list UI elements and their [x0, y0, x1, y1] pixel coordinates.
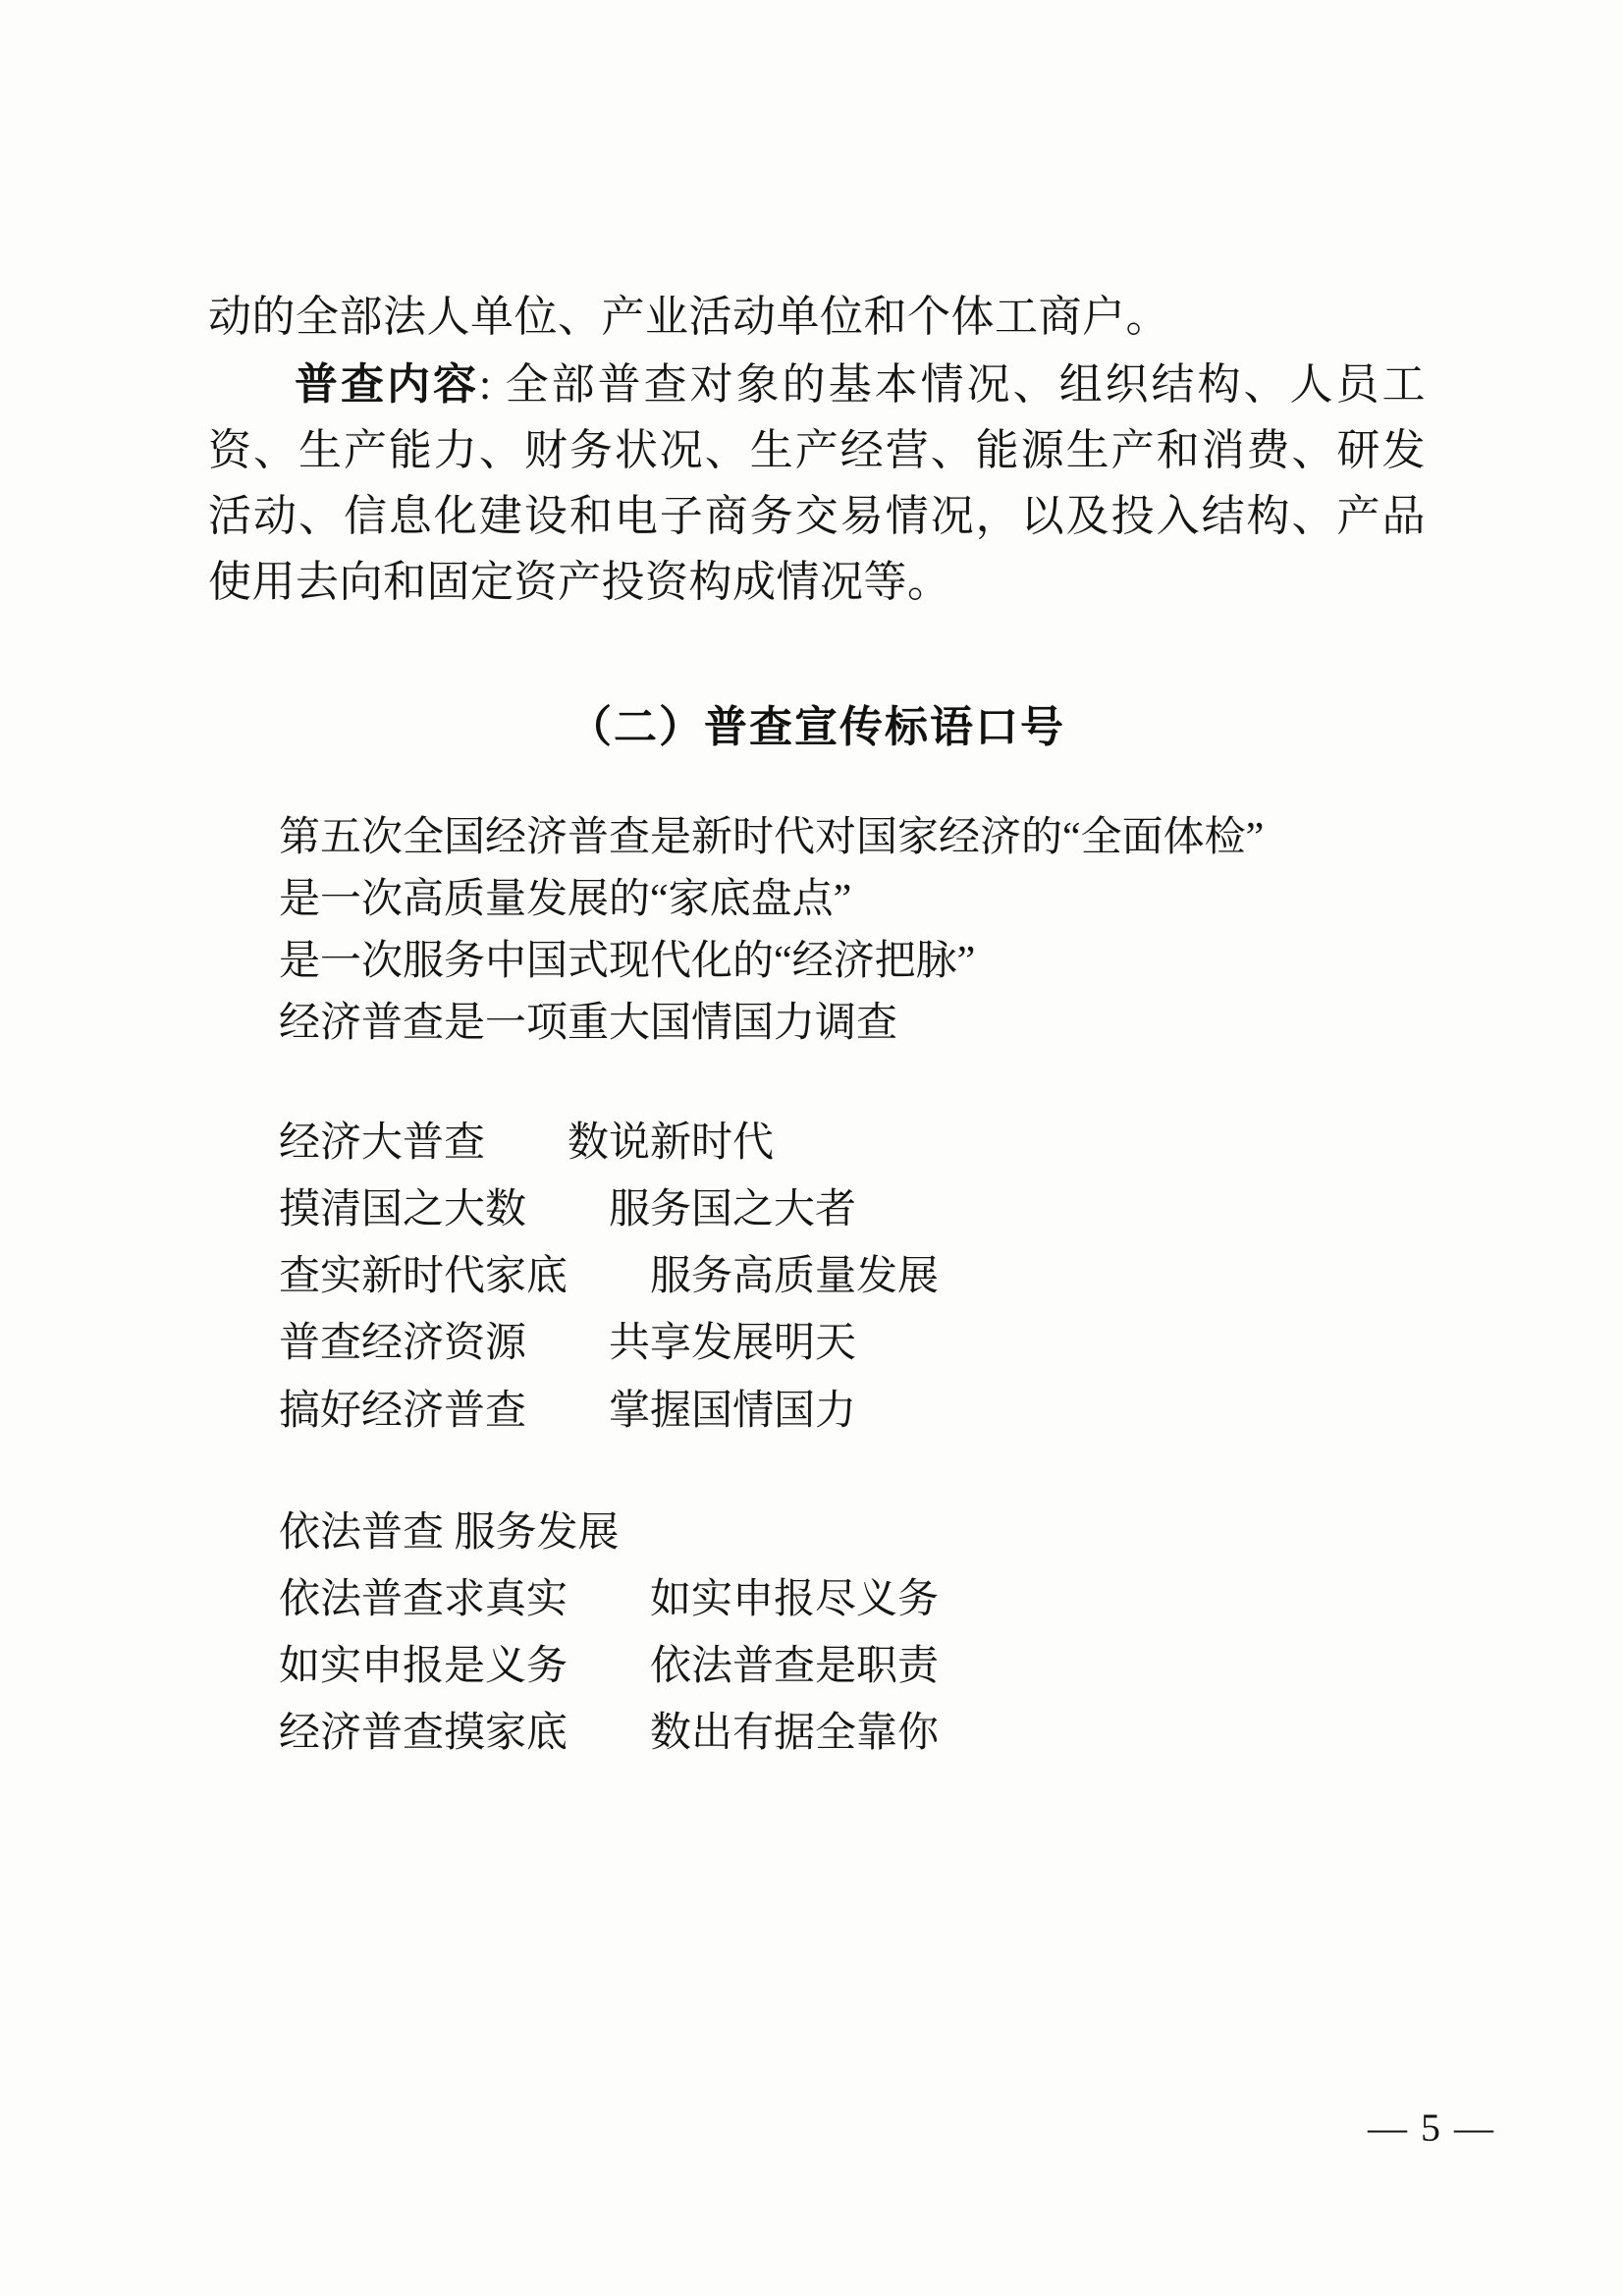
slogan-line: 如实申报是义务 依法普查是职责 — [279, 1643, 940, 1689]
slogan-group-spacer — [208, 1055, 1426, 1110]
body-text-block — [208, 285, 1426, 615]
slogan-line: 经济普查是一项重大国情国力调查 — [279, 1001, 898, 1047]
slogan-line: 普查经济资源 共享发展明天 — [279, 1321, 857, 1367]
slogan-group-spacer — [208, 1445, 1426, 1500]
slogan-line: 查实新时代家底 服务高质量发展 — [279, 1254, 940, 1300]
slogan-line: 依法普查 服务发展 — [279, 1509, 620, 1556]
paragraph-survey-content — [208, 353, 1426, 616]
slogan-line: 搞好经济普查 掌握国情国力 — [279, 1388, 857, 1434]
slogan-line: 是一次高质量发展的“家底盘点” — [279, 877, 852, 923]
slogan-line: 摸清国之大数 服务国之大者 — [279, 1187, 857, 1233]
slogan-line: 依法普查求真实 如实申报尽义务 — [279, 1576, 940, 1622]
paragraph-lead-label: 普查内容 — [295, 359, 479, 409]
slogan-line: 是一次服务中国式现代化的“经济把脉” — [279, 939, 976, 985]
slogan-group-3 — [279, 1500, 1426, 1767]
section-heading: （二）普查宣传标语口号 — [568, 703, 1065, 752]
slogan-group-1 — [279, 807, 1426, 1055]
slogan-line: 第五次全国经济普查是新时代对国家经济的“全面体检” — [279, 815, 1265, 861]
slogan-line: 经济普查摸家底 数出有据全靠你 — [279, 1710, 940, 1756]
slogan-group-2 — [279, 1110, 1426, 1444]
slogan-line: 经济大普查 数说新时代 — [279, 1121, 775, 1167]
paragraph-continued: 动的全部法人单位、产业活动单位和个体工商户。 — [208, 293, 1169, 341]
page-content — [208, 285, 1426, 1767]
page-number: — 5 — — [1368, 2105, 1495, 2150]
paragraph-survey-content-text: : 全部普查对象的基本情况、组织结构、人员工资、生产能力、财务状况、生产经营、能源生产和消费、研发活动、信息化建设和电子商务交易情况，以及投入结构、产品使用去向和固定资产投资构成情况等。 — [208, 359, 1426, 606]
